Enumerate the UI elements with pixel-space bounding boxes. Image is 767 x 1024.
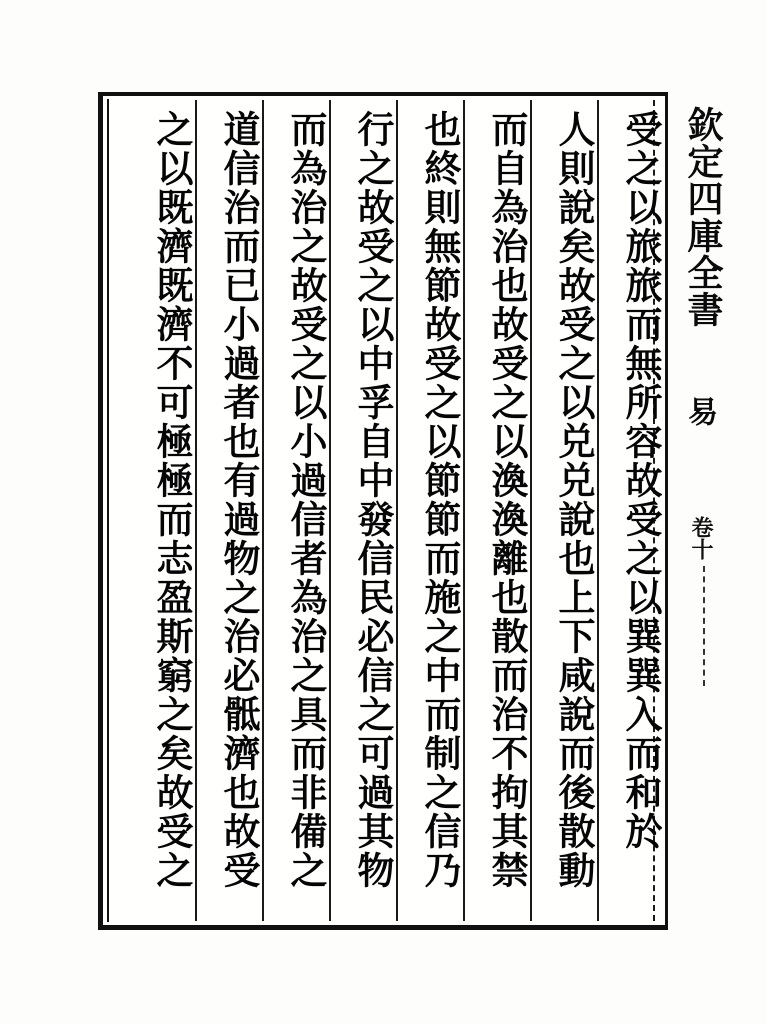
- column-rule-5: [329, 100, 331, 921]
- page-banner: [669, 96, 731, 926]
- page-frame: [98, 92, 668, 930]
- book-title: 欽定四庫全書: [682, 106, 724, 328]
- column-rule-3: [463, 100, 465, 921]
- text-column-1: 受之以旅旅而無所容故受之以巽巽入而和於: [619, 110, 663, 851]
- column-rule-6: [262, 100, 264, 921]
- text-column-6: 而為治之故受之以小過信者為治之具而非備之: [284, 110, 328, 890]
- text-column-5: 行之故受之以中孚自中發信民必信之可過其物: [351, 110, 395, 890]
- column-rule-7: [195, 100, 197, 921]
- text-column-3: 而自為治也故受之以渙渙離也散而治不拘其禁: [485, 110, 529, 890]
- volume-label: 卷十: [688, 516, 714, 560]
- fold-line: [703, 566, 707, 686]
- column-rule-4: [396, 100, 398, 921]
- text-column-7: 道信治而已小過者也有過物之治必骶濟也故受: [217, 110, 261, 890]
- text-column-4: 也終則無節故受之以節節而施之中而制之信乃: [418, 110, 462, 890]
- column-rule-2: [530, 100, 532, 921]
- text-column-2: 人則說矣故受之以兑兑說也上下咸說而後散動: [552, 110, 596, 890]
- edition-mark: 易: [682, 396, 717, 426]
- column-rule-1: [597, 100, 599, 921]
- text-column-8: 之以既濟既濟不可極極而志盈斯窮之矣故受之: [150, 110, 194, 890]
